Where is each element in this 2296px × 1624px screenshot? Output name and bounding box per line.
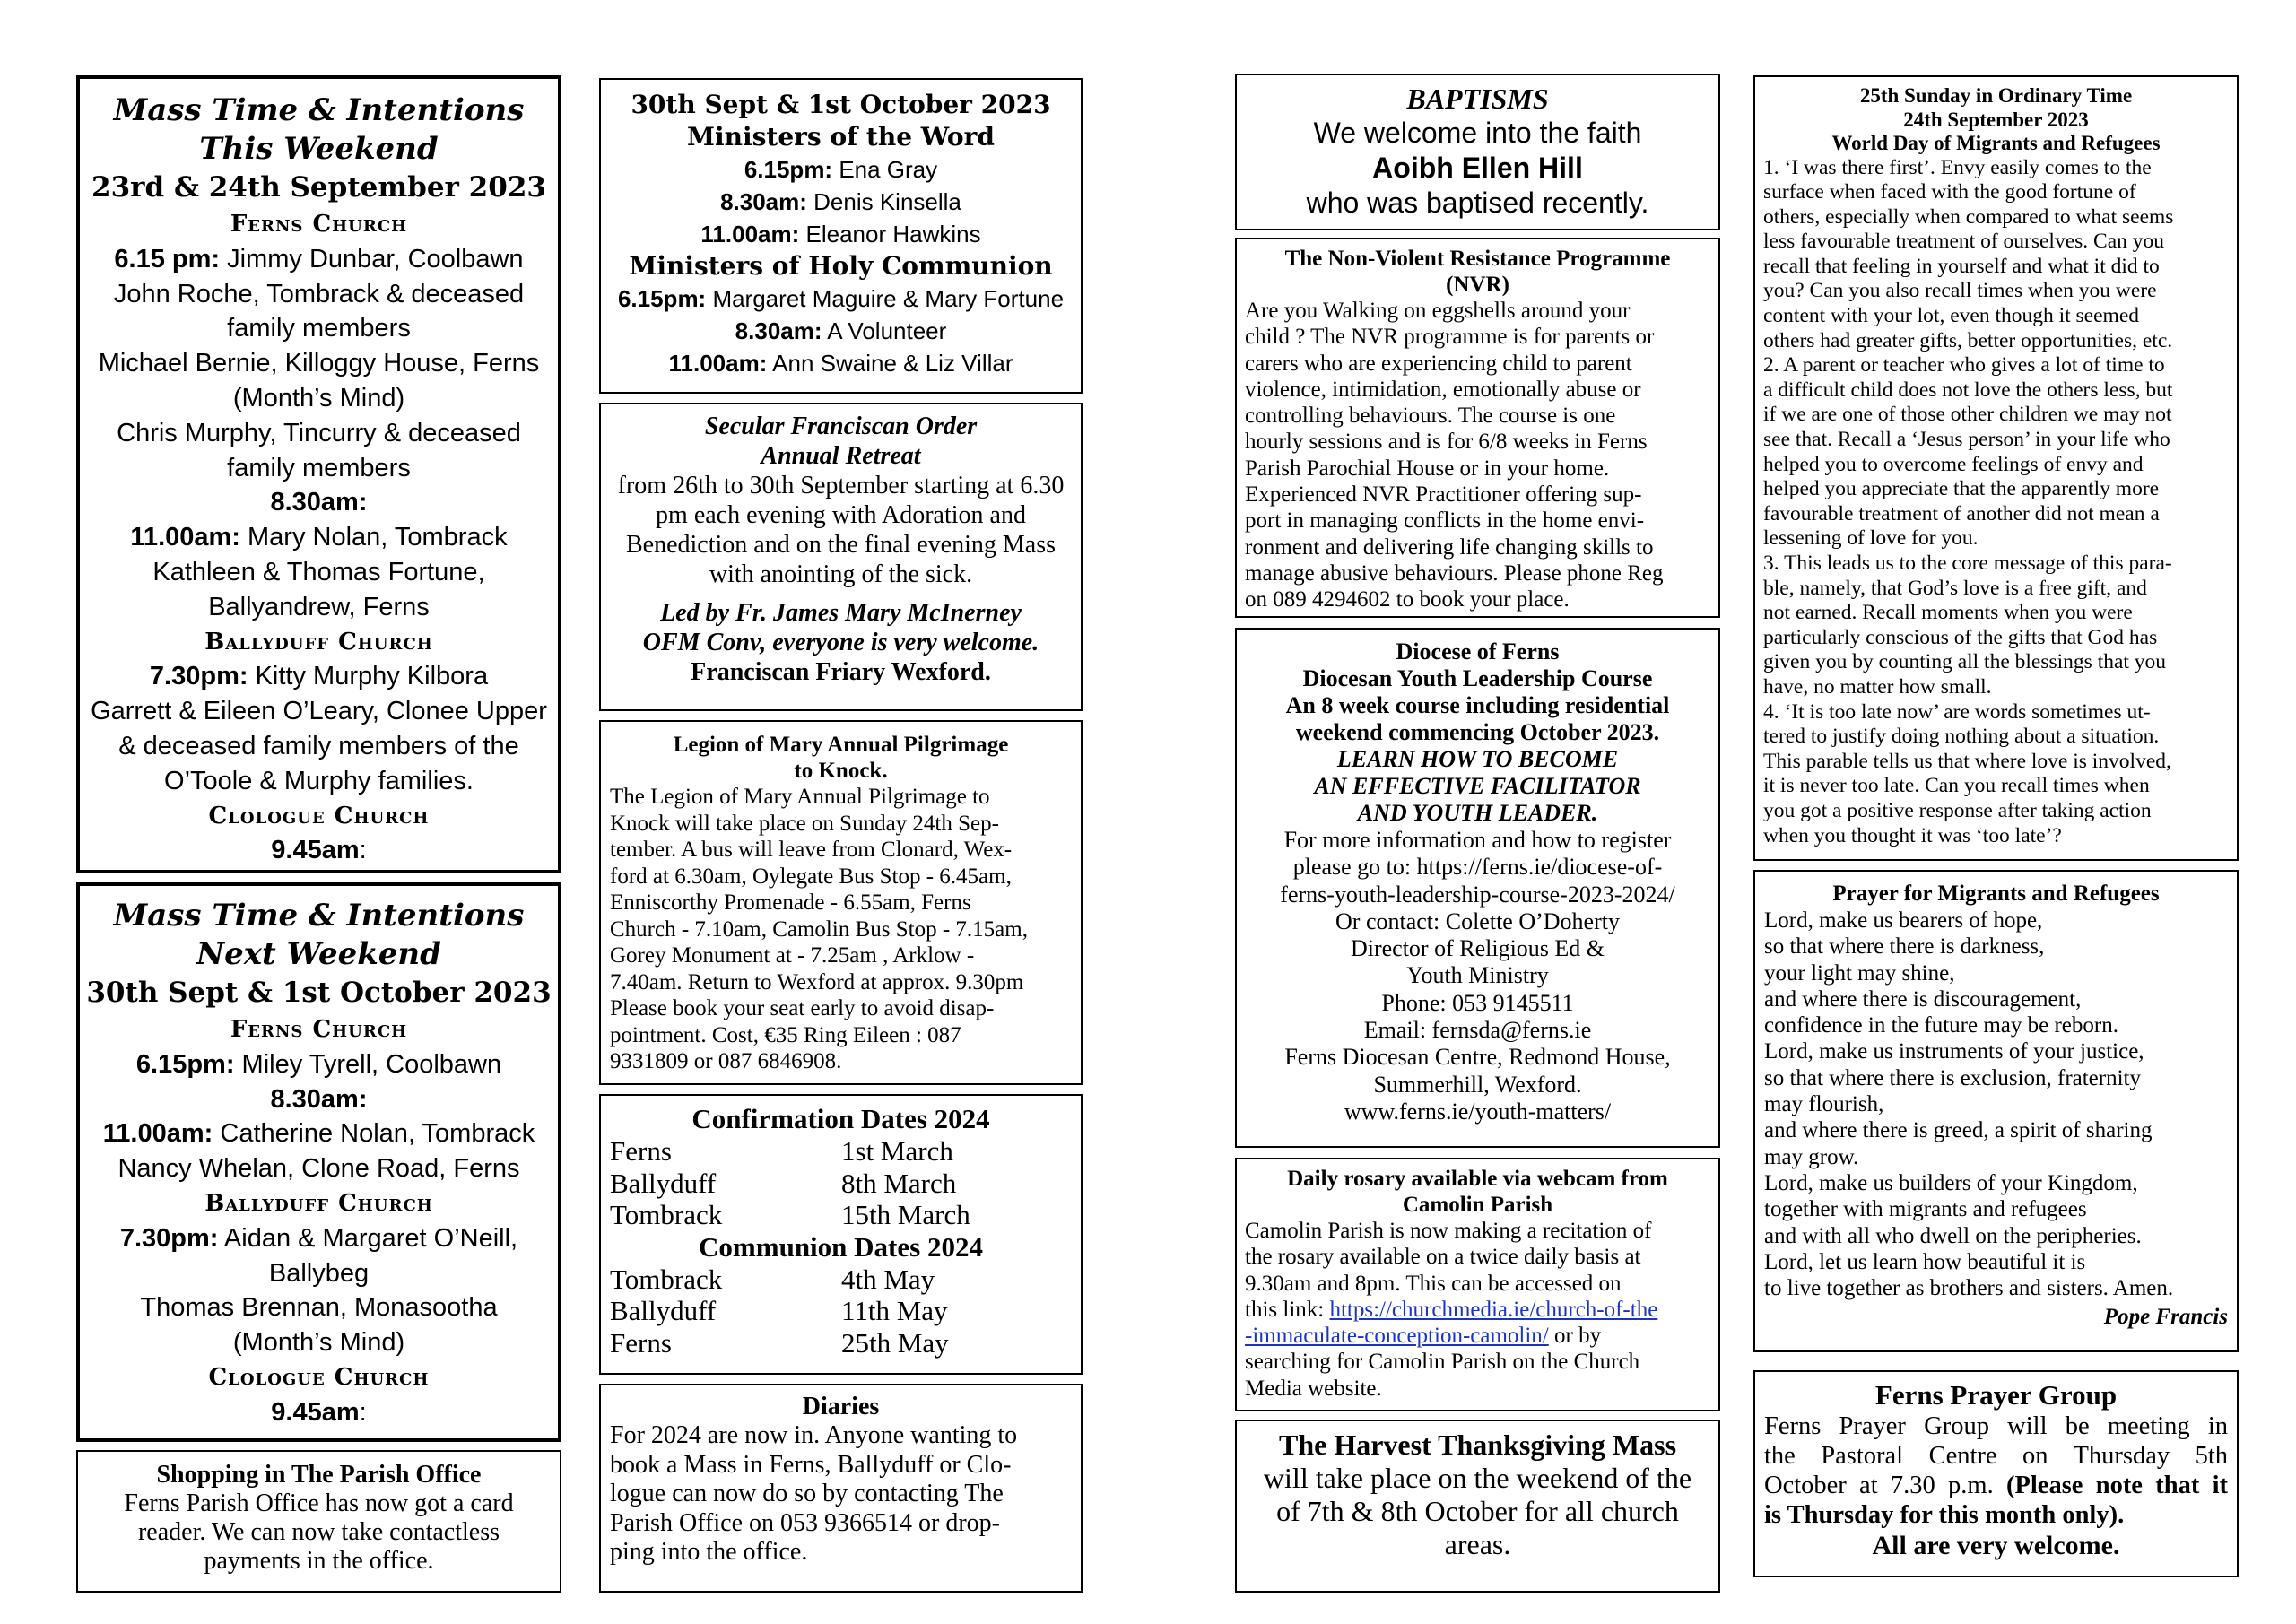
- nvr-line: hourly sessions and is for 6/8 weeks in Ferns: [1245, 430, 1648, 455]
- harvest-line: of 7th & 8th October for all church: [1276, 1495, 1679, 1527]
- intention-line: 9.45am:: [271, 836, 367, 865]
- reflection-line: content with your lot, even though it seemed: [1763, 304, 2139, 328]
- intention-line: family members: [227, 314, 411, 343]
- mass-this-weekend-subtitle: This Weekend: [199, 131, 439, 167]
- nvr-line: child ? The NVR programme is for parents or: [1245, 325, 1655, 350]
- intention-line: 11.00am: Catherine Nolan, Tombrack: [102, 1119, 535, 1149]
- reflection-line: 1. ‘I was there first’. Envy easily comes to the: [1763, 155, 2152, 179]
- intention-line: Michael Bernie, Killoggy House, Ferns: [98, 349, 540, 378]
- reflection-line: others, especially when compared to what seems: [1763, 204, 2174, 229]
- prayer-group-note: is Thursday for this month only).: [1764, 1501, 2125, 1529]
- diaries-line: logue can now do so by contacting The: [610, 1480, 1004, 1507]
- diaries-title: Diaries: [802, 1393, 880, 1420]
- legion-line: ford at 6.30am, Oylegate Bus Stop - 6.45am,: [610, 864, 1012, 889]
- clologue-church-heading: Clologue Church: [208, 802, 430, 829]
- prayer-line: so that where there is darkness,: [1764, 934, 2045, 960]
- ministers-date: 30th Sept & 1st October 2023: [631, 90, 1051, 119]
- nvr-box: [1235, 238, 1720, 618]
- nvr-title: The Non-Violent Resistance Programme: [1284, 247, 1671, 271]
- reflection-line: not earned. Recall moments when you were: [1763, 601, 2133, 625]
- ferns-church-heading: Ferns Church: [230, 211, 408, 238]
- reflection-line: 2. A parent or teacher who gives a lot of time to: [1763, 353, 2165, 378]
- mass-next-weekend-subtitle: Next Weekend: [196, 936, 441, 972]
- reflection-subtitle: World Day of Migrants and Refugees: [1831, 132, 2161, 154]
- rosary-line: Media website.: [1245, 1376, 1382, 1401]
- reflection-line: 3. This leads us to the core message of this para-: [1763, 551, 2172, 575]
- youth-slogan: AND YOUTH LEADER.: [1357, 800, 1598, 826]
- minister-line: 11.00am: Ann Swaine & Liz Villar: [668, 350, 1013, 377]
- rosary-subtitle: Camolin Parish: [1402, 1192, 1553, 1217]
- minister-line: 8.30am: Denis Kinsella: [720, 188, 961, 215]
- mass-time: 8.30am:: [270, 1084, 368, 1114]
- ministers-word-heading: Ministers of the Word: [687, 122, 995, 152]
- legion-line: Enniscorthy Promenade - 6.55am, Ferns: [610, 890, 971, 915]
- legion-line: tember. A bus will leave from Clonard, Wex-: [610, 838, 1013, 862]
- shopping-title: Shopping in The Parish Office: [156, 1461, 482, 1489]
- intention-line: 7.30pm: Kitty Murphy Kilbora: [149, 662, 489, 691]
- date-value: 1st March: [841, 1135, 953, 1167]
- rosary-line: this link: https://churchmedia.ie/church-of-the: [1245, 1297, 1658, 1322]
- date-value: 25th May: [841, 1326, 949, 1359]
- prayer-title: Prayer for Migrants and Refugees: [1832, 881, 2160, 906]
- intention-line: Garrett & Eileen O’Leary, Clonee Upper: [91, 697, 547, 726]
- intention-line: 9.45am:: [271, 1397, 367, 1427]
- date-place: Tombrack: [610, 1199, 723, 1230]
- legion-line: The Legion of Mary Annual Pilgrimage to: [610, 785, 990, 809]
- franciscan-led-by: Led by Fr. James Mary McInerney: [660, 599, 1022, 627]
- diaries-line: ping into the office.: [610, 1538, 808, 1566]
- shopping-box: [76, 1450, 561, 1593]
- intention-line: 7.30pm: Aidan & Margaret O’Neill,: [119, 1223, 518, 1253]
- legion-title: Legion of Mary Annual Pilgrimage: [673, 733, 1009, 757]
- intention-line: O’Toole & Murphy families.: [164, 766, 474, 795]
- intention-line: Chris Murphy, Tincurry & deceased: [117, 418, 521, 447]
- rosary-link[interactable]: https://churchmedia.ie/church-of-the: [1329, 1297, 1658, 1322]
- youth-line: Director of Religious Ed &: [1350, 935, 1605, 962]
- youth-line: please go to: https://ferns.ie/diocese-of-: [1292, 854, 1663, 881]
- legion-box: [599, 720, 1083, 1085]
- youth-line: ferns-youth-leadership-course-2023-2024/: [1280, 881, 1675, 908]
- baptism-name: Aoibh Ellen Hill: [1372, 152, 1583, 184]
- youth-phone: Phone: 053 9145511: [1381, 989, 1574, 1016]
- legion-subtitle: to Knock.: [794, 758, 888, 783]
- prayer-box: [1753, 870, 2239, 1352]
- intention-line: 6.15pm: Miley Tyrell, Coolbawn: [135, 1049, 502, 1079]
- youth-course-line: An 8 week course including residential: [1285, 692, 1670, 718]
- date-place: Ferns: [610, 1135, 672, 1167]
- prayer-line: so that where there is exclusion, fraternity: [1764, 1065, 2141, 1090]
- reflection-line: have, no matter how small.: [1763, 674, 1992, 699]
- clologue-church-heading: Clologue Church: [208, 1363, 430, 1391]
- harvest-line: areas.: [1444, 1528, 1511, 1560]
- reflection-line: you? Can you also recall times when you were: [1763, 279, 2157, 303]
- ballyduff-church-heading: Ballyduff Church: [204, 628, 433, 656]
- franciscan-body: from 26th to 30th September starting at 6.30 pm each evening with Adoration and Benediction and on the final evening Mass with anointing of the sick.: [617, 472, 1065, 588]
- reflection-line: if we are one of those other children we may not: [1763, 403, 2172, 427]
- minister-line: 11.00am: Eleanor Hawkins: [700, 221, 981, 248]
- reflection-line: lessening of love for you.: [1763, 526, 1979, 551]
- date-value: 4th May: [841, 1263, 935, 1295]
- rosary-line: 9.30am and 8pm. This can be accessed on: [1245, 1271, 1622, 1296]
- prayer-line: and where there is discouragement,: [1764, 986, 2082, 1012]
- intention-line: Thomas Brennan, Monasootha: [140, 1293, 498, 1323]
- mass-this-weekend-box: [76, 75, 561, 873]
- prayer-line: Lord, make us bearers of hope,: [1764, 908, 2043, 933]
- communion-heading: Communion Dates 2024: [699, 1230, 983, 1263]
- prayer-line: may flourish,: [1764, 1092, 1884, 1117]
- baptisms-line: who was baptised recently.: [1306, 187, 1649, 219]
- confirmation-heading: Confirmation Dates 2024: [691, 1103, 990, 1134]
- reflection-line: others had greater gifts, better opportunities, etc.: [1763, 328, 2173, 352]
- legion-line: 7.40am. Return to Wexford at approx. 9.30pm: [610, 969, 1024, 994]
- prayer-line: and where there is greed, a spirit of sharing: [1764, 1118, 2152, 1143]
- legion-line: Gorey Monument at - 7.25am , Arklow -: [610, 943, 975, 968]
- nvr-line: controlling behaviours. The course is one: [1245, 404, 1616, 429]
- franciscan-subtitle: Annual Retreat: [761, 442, 921, 470]
- prayer-line: your light may shine,: [1764, 960, 1955, 986]
- reflection-line: it is never too late. Can you recall times when: [1763, 774, 2150, 798]
- prayer-signature: Pope Francis: [2103, 1305, 2228, 1330]
- date-place: Ballyduff: [610, 1167, 717, 1199]
- youth-slogan: LEARN HOW TO BECOME: [1336, 746, 1619, 772]
- intention-line: Kathleen & Thomas Fortune,: [152, 557, 485, 586]
- reflection-line: you got a positive response after taking action: [1763, 798, 2152, 822]
- franciscan-friary: Franciscan Friary Wexford.: [691, 658, 991, 686]
- reflection-date: 24th September 2023: [1903, 108, 2089, 131]
- baptisms-line: We welcome into the faith: [1313, 117, 1642, 149]
- mass-this-weekend-date: 23rd & 24th September 2023: [91, 171, 546, 204]
- reflection-line: ble, namely, that God’s love is a free gift, and: [1763, 576, 2147, 600]
- intention-line: & deceased family members of the: [118, 731, 519, 760]
- franciscan-welcome: OFM Conv, everyone is very welcome.: [642, 629, 1039, 656]
- intention-line: (Month’s Mind): [232, 1328, 405, 1358]
- nvr-line: ronment and delivering life changing skills to: [1245, 534, 1654, 560]
- reflection-line: This parable tells us that where love is involved,: [1763, 749, 2171, 773]
- intention-line: 11.00am: Mary Nolan, Tombrack: [130, 523, 508, 552]
- ministers-communion-heading: Ministers of Holy Communion: [629, 251, 1053, 281]
- date-value: 15th March: [841, 1199, 970, 1230]
- ministers-box: [599, 78, 1083, 394]
- prayer-group-welcome: All are very welcome.: [1872, 1531, 2120, 1560]
- date-value: 11th May: [841, 1295, 948, 1326]
- diaries-line: Parish Office on 053 9366514 or drop-: [610, 1508, 1000, 1537]
- ballyduff-church-heading: Ballyduff Church: [204, 1189, 433, 1217]
- mass-next-weekend-date: 30th Sept & 1st October 2023: [86, 977, 552, 1009]
- prayer-line: may grow.: [1764, 1144, 1859, 1169]
- prayer-line: to live together as brothers and sisters. Amen.: [1764, 1276, 2174, 1301]
- legion-line: Knock will take place on Sunday 24th Sep-: [610, 811, 999, 836]
- youth-email: Email: fernsda@ferns.ie: [1363, 1017, 1592, 1044]
- minister-line: 8.30am: A Volunteer: [735, 317, 947, 344]
- ferns-church-heading: Ferns Church: [230, 1016, 408, 1043]
- legion-line: pointment. Cost, €35 Ring Eileen : 087: [610, 1022, 961, 1047]
- prayer-group-title: Ferns Prayer Group: [1874, 1379, 2118, 1411]
- rosary-title: Daily rosary available via webcam from: [1287, 1167, 1668, 1191]
- reflection-title: 25th Sunday in Ordinary Time: [1859, 84, 2133, 107]
- harvest-title: The Harvest Thanksgiving Mass: [1278, 1429, 1677, 1461]
- intention-line: (Month’s Mind): [232, 383, 405, 413]
- youth-line: Summerhill, Wexford.: [1373, 1071, 1582, 1098]
- intention-line: family members: [227, 453, 411, 482]
- reflection-line: less favourable treatment of ourselves. Can you: [1763, 230, 2165, 254]
- reflection-line: helped you appreciate that the apparently more: [1763, 477, 2160, 501]
- nvr-line: on 089 4294602 to book your place.: [1245, 587, 1570, 612]
- intention-line: Nancy Whelan, Clone Road, Ferns: [117, 1154, 520, 1184]
- date-place: Ballyduff: [610, 1295, 717, 1326]
- reflection-box: [1753, 75, 2239, 861]
- rosary-box: [1235, 1158, 1720, 1411]
- nvr-line: carers who are experiencing child to parent: [1245, 351, 1632, 376]
- rosary-link[interactable]: -immaculate-conception-camolin/: [1245, 1324, 1549, 1349]
- diaries-line: book a Mass in Ferns, Ballyduff or Clo-: [610, 1450, 1012, 1479]
- prayer-line: Lord, let us learn how beautiful it is: [1764, 1249, 2086, 1274]
- reflection-line: helped you to overcome feelings of envy and: [1763, 452, 2144, 476]
- youth-course-title: Diocesan Youth Leadership Course: [1302, 665, 1653, 691]
- mass-time: 8.30am:: [270, 488, 368, 517]
- legion-line: 9331809 or 087 6846908.: [610, 1049, 842, 1073]
- nvr-line: violence, intimidation, emotionally abuse or: [1245, 377, 1641, 402]
- prayer-line: Lord, make us instruments of your justice,: [1764, 1039, 2144, 1064]
- youth-line: Youth Ministry: [1406, 962, 1549, 989]
- shopping-body: Ferns Parish Office has now got a card reader. We can now take contactless payments in the office.: [124, 1489, 514, 1575]
- minister-line: 6.15pm: Ena Gray: [744, 156, 938, 183]
- prayer-line: together with migrants and refugees: [1764, 1197, 2087, 1222]
- harvest-line: will take place on the weekend of the: [1263, 1462, 1692, 1494]
- nvr-line: Are you Walking on eggshells around your: [1245, 299, 1631, 323]
- youth-course-line: weekend commencing October 2023.: [1295, 719, 1660, 745]
- intention-line: Ballyandrew, Ferns: [208, 592, 430, 621]
- prayer-group-line: October at 7.30 p.m. (Please note that it: [1764, 1472, 2228, 1499]
- nvr-line: Parish Parochial House or in your home.: [1245, 456, 1610, 481]
- rosary-line: Camolin Parish is now making a recitation of: [1245, 1219, 1652, 1243]
- baptisms-box: [1235, 74, 1720, 230]
- legion-line: Please book your seat early to avoid disap-: [610, 996, 995, 1020]
- reflection-line: given you by counting all the blessings that you: [1763, 650, 2167, 674]
- reflection-line: see that. Recall a ‘Jesus person’ in your life who: [1763, 428, 2170, 452]
- reflection-line: a difficult child does not love the others less, but: [1763, 378, 2173, 402]
- intention-line: 6.15 pm: Jimmy Dunbar, Coolbawn: [114, 244, 524, 274]
- harvest-box: [1235, 1420, 1720, 1593]
- date-value: 8th March: [841, 1167, 957, 1199]
- baptisms-title: BAPTISMS: [1406, 83, 1549, 115]
- mass-next-weekend-box: [76, 882, 561, 1442]
- date-place: Ferns: [610, 1326, 672, 1359]
- prayer-group-box: [1753, 1370, 2239, 1577]
- prayer-group-line: Ferns Prayer Group will be meeting in: [1764, 1412, 2228, 1440]
- intention-line: Ballybeg: [268, 1258, 370, 1288]
- youth-line: Or contact: Colette O’Doherty: [1335, 908, 1620, 934]
- reflection-line: recall that feeling in yourself and what it did to: [1763, 254, 2160, 278]
- prayer-line: confidence in the future may be reborn.: [1764, 1013, 2118, 1038]
- legion-line: Church - 7.10am, Camolin Bus Stop - 7.15am,: [610, 916, 1028, 942]
- prayer-group-line: the Pastoral Centre on Thursday 5th: [1764, 1442, 2228, 1470]
- minister-line: 6.15pm: Margaret Maguire & Mary Fortune: [617, 285, 1065, 312]
- youth-line: For more information and how to register: [1283, 827, 1672, 853]
- diaries-line: For 2024 are now in. Anyone wanting to: [610, 1421, 1018, 1449]
- dates-box: [599, 1094, 1083, 1375]
- nvr-line: port in managing conflicts in the home envi-: [1245, 508, 1645, 534]
- prayer-line: and with all who dwell on the peripheries.: [1764, 1223, 2142, 1248]
- mass-this-weekend-title: Mass Time & Intentions: [113, 92, 525, 128]
- youth-website: www.ferns.ie/youth-matters/: [1344, 1098, 1612, 1125]
- youth-box: [1235, 628, 1720, 1148]
- nvr-line: Experienced NVR Practitioner offering sup-: [1245, 482, 1642, 508]
- reflection-line: when you thought it was ‘too late’?: [1763, 823, 2062, 847]
- franciscan-box: [599, 403, 1083, 711]
- youth-line: Ferns Diocesan Centre, Redmond House,: [1284, 1044, 1671, 1071]
- franciscan-title: Secular Franciscan Order: [704, 413, 978, 440]
- reflection-line: surface when faced with the good fortune of: [1763, 180, 2136, 204]
- date-place: Tombrack: [610, 1263, 723, 1295]
- mass-next-weekend-title: Mass Time & Intentions: [113, 898, 525, 934]
- rosary-line: -immaculate-conception-camolin/ or by: [1245, 1324, 1602, 1349]
- nvr-line: manage abusive behaviours. Please phone Reg: [1245, 560, 1664, 586]
- rosary-line: the rosary available on a twice daily basis at: [1245, 1245, 1641, 1270]
- reflection-line: favourable treatment of another did not mean a: [1763, 501, 2160, 525]
- rosary-line: searching for Camolin Parish on the Church: [1245, 1350, 1640, 1375]
- reflection-line: 4. ‘It is too late now’ are words sometimes ut-: [1763, 699, 2151, 724]
- prayer-line: Lord, make us builders of your Kingdom,: [1764, 1170, 2138, 1195]
- reflection-line: tered to justify doing nothing about a situation.: [1763, 725, 2160, 749]
- youth-diocese: Diocese of Ferns: [1396, 638, 1560, 664]
- reflection-line: particularly conscious of the gifts that God has: [1763, 625, 2158, 649]
- nvr-subtitle: (NVR): [1446, 272, 1509, 297]
- youth-slogan: AN EFFECTIVE FACILITATOR: [1314, 773, 1641, 799]
- diaries-box: [599, 1384, 1083, 1593]
- intention-line: John Roche, Tombrack & deceased: [113, 279, 525, 308]
